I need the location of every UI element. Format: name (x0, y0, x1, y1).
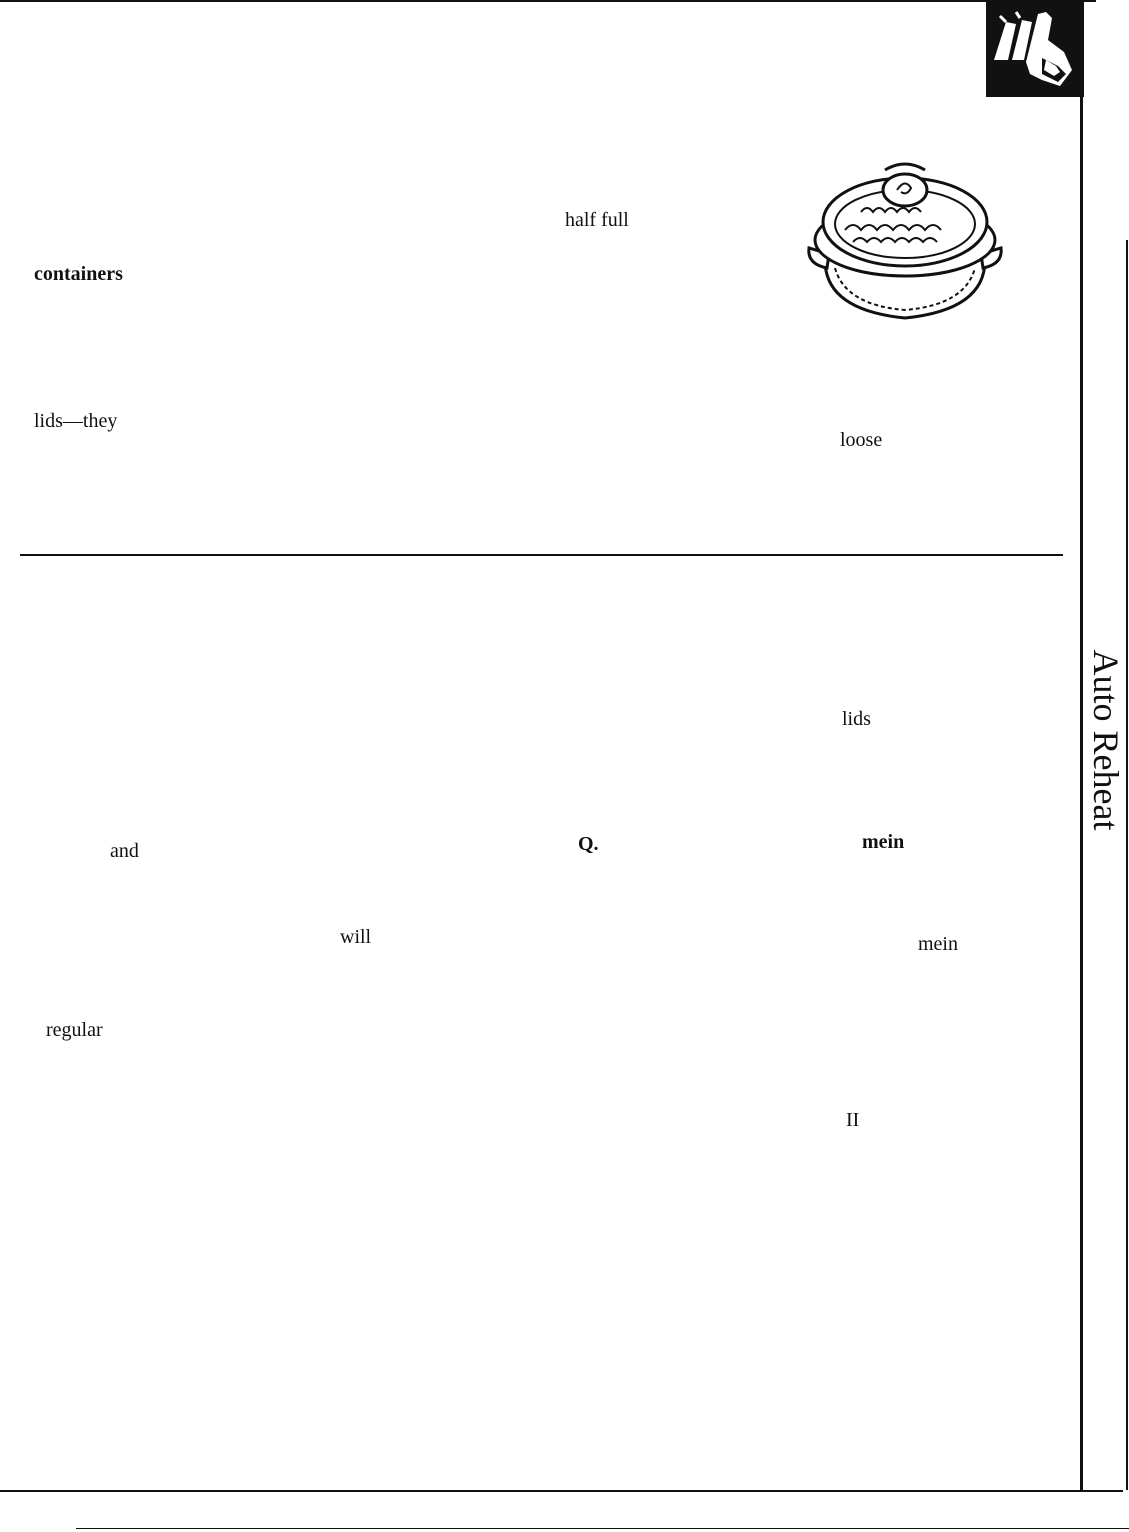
fragment-lids: lids (842, 708, 871, 730)
top-rule (0, 0, 1096, 2)
fragment-roman-two: II (846, 1109, 860, 1131)
fragment-containers: containers (34, 263, 123, 285)
fragment-and: and (110, 840, 139, 862)
fragment-lids-they: lids—they (34, 410, 118, 432)
fragment-mein-bold: mein (862, 831, 905, 853)
side-tab (1084, 580, 1128, 900)
section-divider (20, 554, 1063, 556)
fragment-will: will (340, 926, 372, 948)
pointing-hand-icon (986, 0, 1084, 97)
fragment-half-full: half full (565, 209, 629, 231)
corner-tab (986, 0, 1084, 97)
bottom-rule-right (1083, 1490, 1123, 1492)
right-frame-line (1080, 97, 1083, 1492)
fragment-q: Q. (578, 833, 599, 855)
covered-casserole-dish-icon (805, 160, 1005, 325)
fragment-loose: loose (840, 429, 883, 451)
fragment-mein: mein (918, 933, 958, 955)
bottom-rule (0, 1490, 1081, 1492)
footer-rule (76, 1528, 1129, 1529)
fragment-regular: regular (46, 1019, 103, 1041)
side-tab-title: Auto Reheat (1086, 649, 1126, 831)
